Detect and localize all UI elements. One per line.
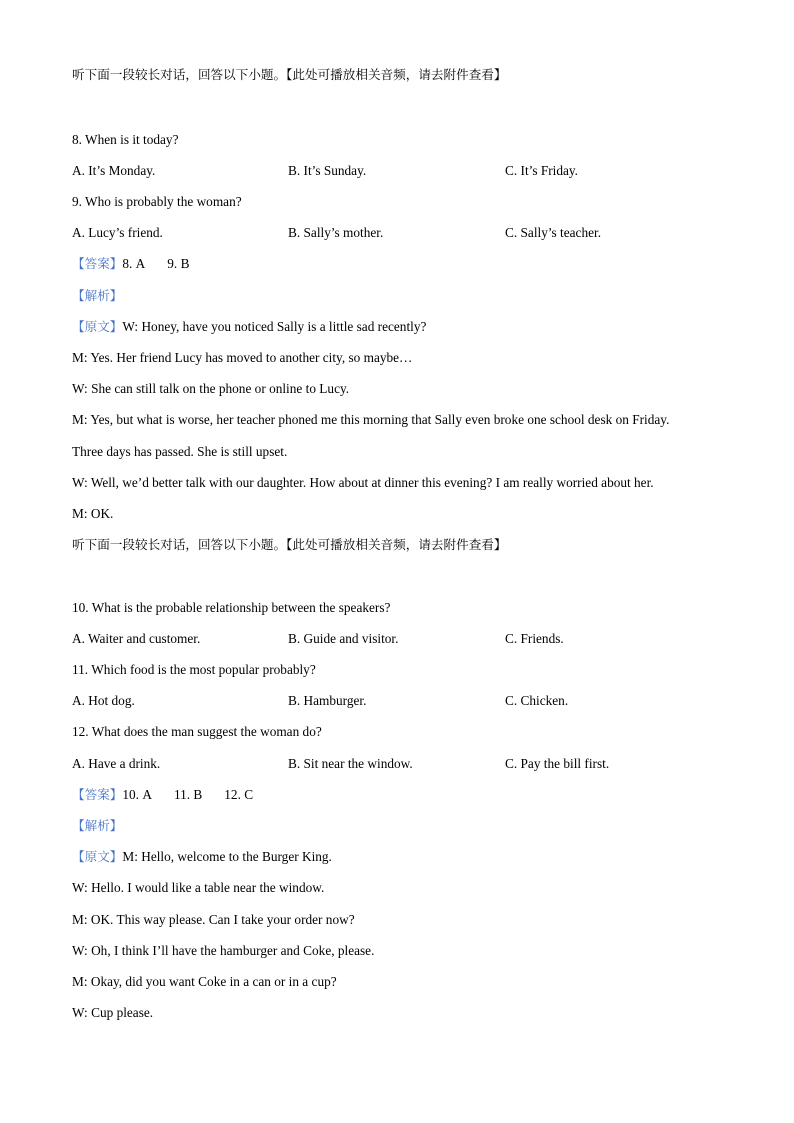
q11-option-b: B. Hamburger. [288,693,367,708]
original-tag: 【原文】 [72,319,123,334]
transcript-line: W: Cup please. [72,1005,154,1020]
answer-10: 10. A [122,787,152,802]
answer-tag: 【答案】 [72,256,123,271]
question-9: 9. Who is probably the woman? [72,194,242,209]
q8-option-a: A. It’s Monday. [72,163,156,178]
transcript-line: W: Oh, I think I’ll have the hamburger and Coke, please. [72,943,375,958]
answer-8: 8. A [122,256,146,271]
transcript-text: M: Hello, welcome to the Burger King. [122,849,332,864]
q8-option-b: B. It’s Sunday. [288,163,367,178]
q9-option-b: B. Sally’s mother. [288,225,384,240]
transcript-line: M: OK. This way please. Can I take your order now? [72,912,355,927]
transcript-line [72,318,426,336]
section2-intro: 听下面一段较长对话，回答以下小题。【此处可播放相关音频，请去附件查看】 [72,537,507,552]
q9-option-c: C. Sally’s teacher. [505,225,602,240]
q11-option-c: C. Chicken. [505,693,569,708]
q10-option-b: B. Guide and visitor. [288,631,399,646]
transcript-line: W: Hello. I would like a table near the window. [72,880,325,895]
transcript-text: W: Honey, have you noticed Sally is a little sad recently? [122,319,427,334]
answer-12: 12. C [224,787,254,802]
q10-option-a: A. Waiter and customer. [72,631,201,646]
analysis-line-1 [72,287,122,305]
q12-option-a: A. Have a drink. [72,756,161,771]
question-11: 11. Which food is the most popular probably? [72,662,316,677]
analysis-tag: 【解析】 [72,818,123,833]
original-tag: 【原文】 [72,849,123,864]
answer-line-1 [72,255,189,273]
question-10: 10. What is the probable relationship between the speakers? [72,600,391,615]
question-8: 8. When is it today? [72,132,179,147]
answer-9: 9. B [167,256,190,271]
section1-intro: 听下面一段较长对话，回答以下小题。【此处可播放相关音频，请去附件查看】 [72,67,507,82]
transcript-line: M: Yes. Her friend Lucy has moved to another city, so maybe… [72,350,413,365]
q11-option-a: A. Hot dog. [72,693,135,708]
q8-option-c: C. It’s Friday. [505,163,579,178]
transcript-line: M: Yes, but what is worse, her teacher phoned me this morning that Sally even broke one school desk on Friday. [72,412,670,427]
analysis-line-2 [72,817,122,835]
transcript-line: W: She can still talk on the phone or online to Lucy. [72,381,350,396]
transcript-line: W: Well, we’d better talk with our daughter. How about at dinner this evening? I am really worried about her. [72,475,654,490]
answer-tag: 【答案】 [72,787,123,802]
transcript-line: M: OK. [72,506,114,521]
question-12: 12. What does the man suggest the woman do? [72,724,322,739]
q12-option-c: C. Pay the bill first. [505,756,610,771]
analysis-tag: 【解析】 [72,288,123,303]
transcript-line [72,848,332,866]
q9-option-a: A. Lucy’s friend. [72,225,163,240]
q12-option-b: B. Sit near the window. [288,756,413,771]
q10-option-c: C. Friends. [505,631,564,646]
answer-11: 11. B [173,787,203,802]
answer-line-2 [72,786,253,804]
transcript-line: M: Okay, did you want Coke in a can or in a cup? [72,974,337,989]
transcript-line: Three days has passed. She is still upset. [72,444,288,459]
